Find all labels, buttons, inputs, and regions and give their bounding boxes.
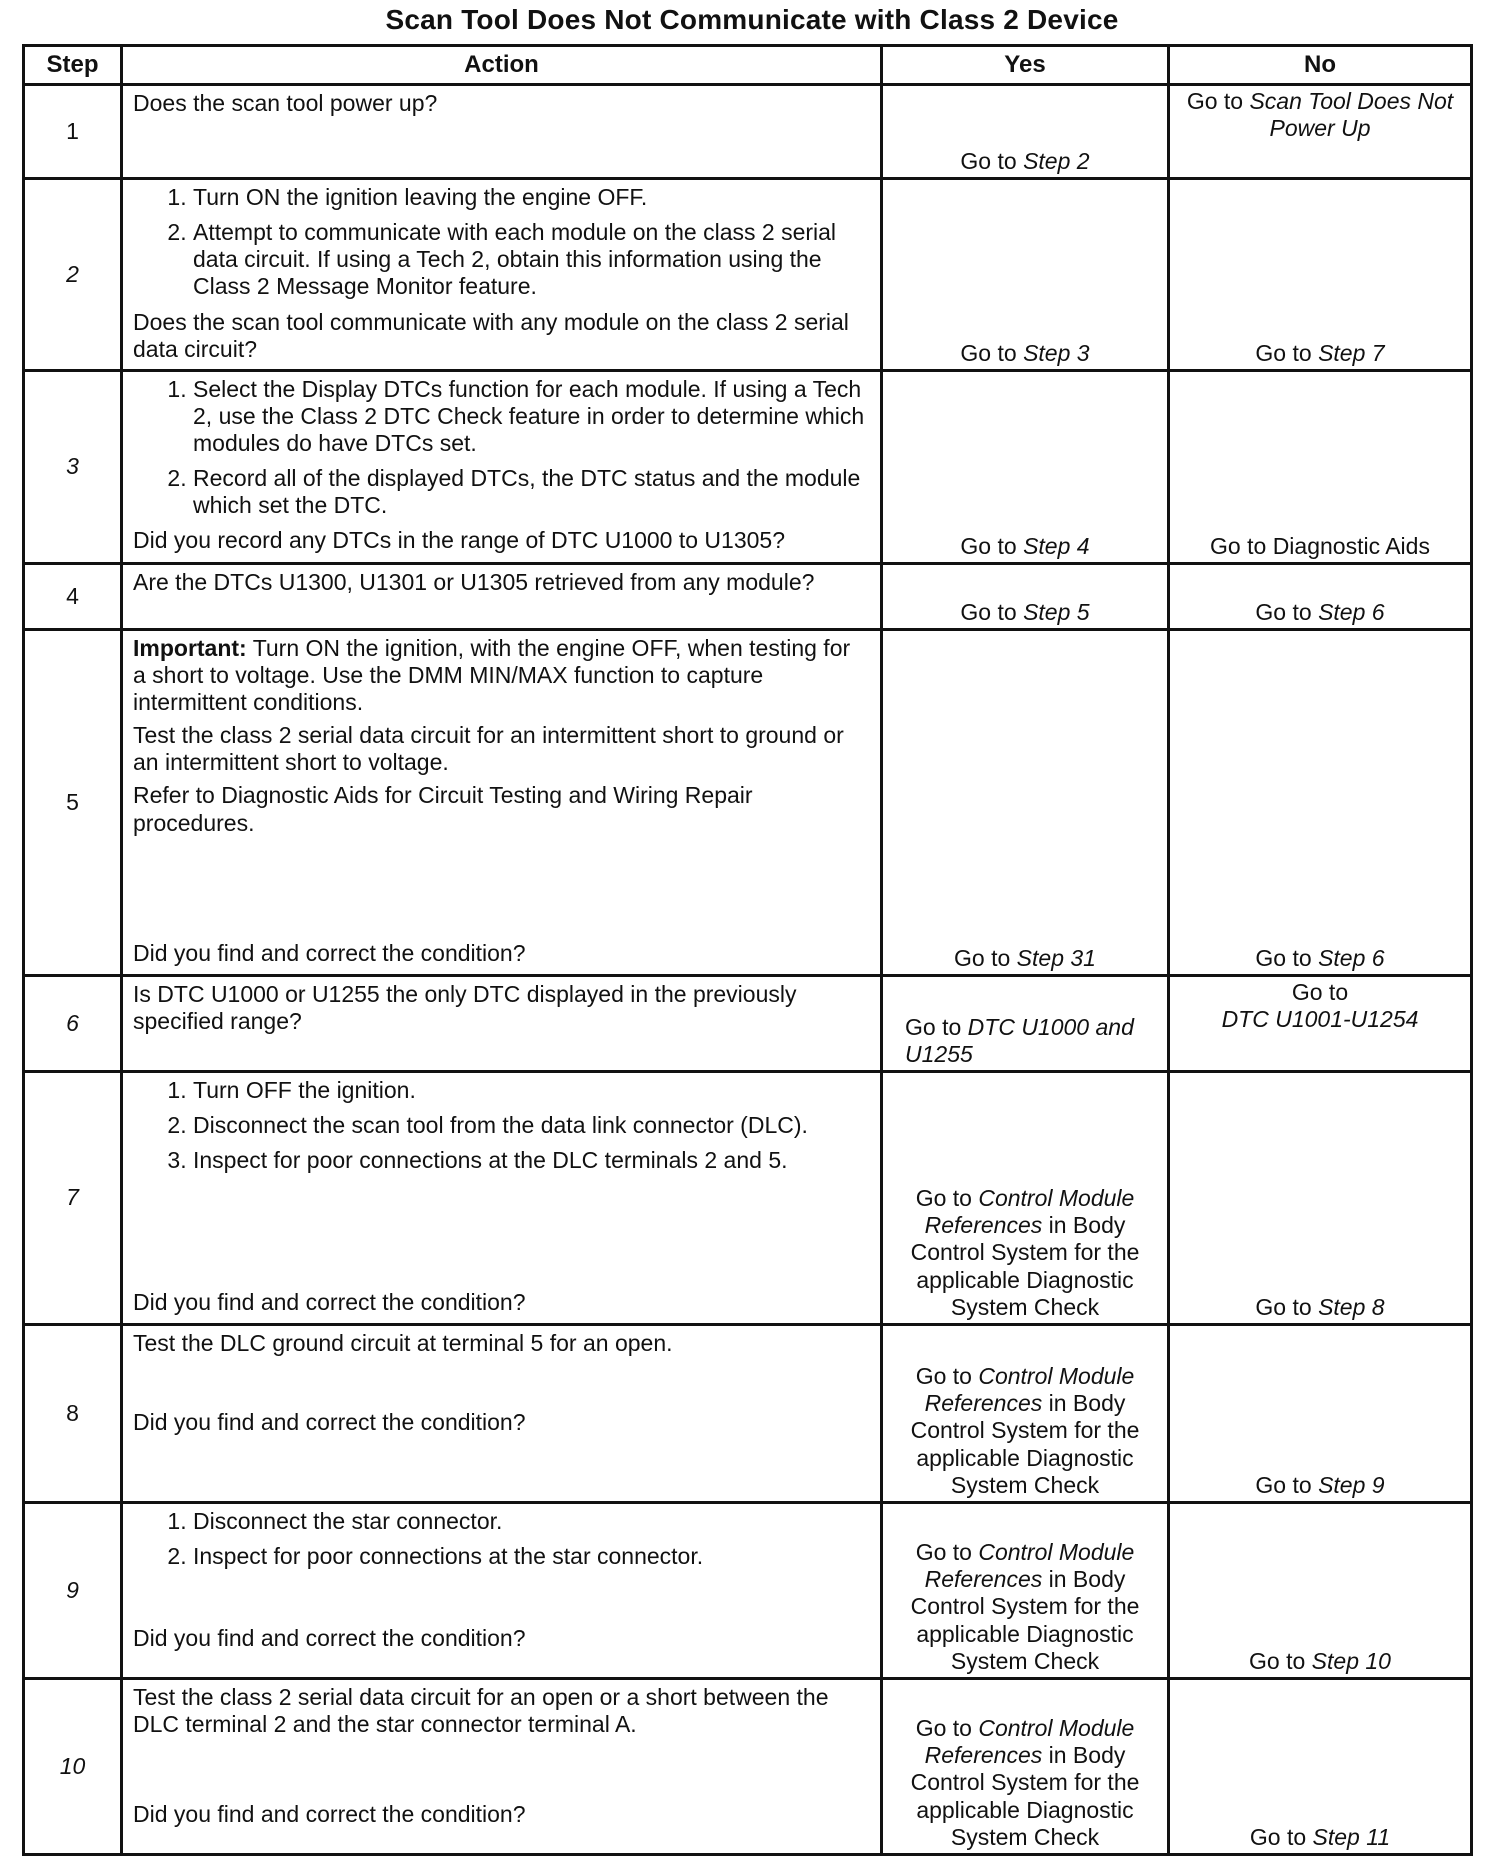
diagnostic-table — [22, 44, 1473, 1856]
table-row — [24, 1324, 1472, 1502]
no-prefix: Go to — [1255, 1471, 1319, 1498]
action-cell — [122, 563, 882, 629]
no-link[interactable]: Step 8 — [1318, 1293, 1385, 1320]
yes-cell — [882, 629, 1169, 975]
action-question: Does the scan tool power up? — [133, 90, 438, 116]
no-link[interactable]: Step 9 — [1318, 1471, 1385, 1498]
action-cell — [122, 1071, 882, 1324]
action-cell — [122, 85, 882, 179]
table-row — [24, 563, 1472, 629]
no-link[interactable]: Step 6 — [1318, 598, 1385, 625]
yes-link[interactable]: Control Module References — [924, 1185, 1135, 1239]
table-row — [24, 179, 1472, 371]
yes-cell — [882, 179, 1169, 371]
action-item: 2. Record all of the displayed DTCs, the DTC status and the module which set the DTC. — [193, 465, 866, 519]
action-cell — [122, 1324, 882, 1502]
yes-prefix: Go to — [960, 147, 1024, 174]
no-cell — [1169, 1324, 1472, 1502]
yes-cell — [882, 1678, 1169, 1854]
yes-link[interactable]: Step 2 — [1023, 147, 1090, 174]
yes-prefix: Go to — [960, 598, 1024, 625]
action-question: Did you find and correct the condition? — [133, 1408, 526, 1435]
step-number: 10 — [24, 1678, 122, 1854]
no-link[interactable]: Step 10 — [1311, 1647, 1391, 1674]
yes-link[interactable]: Step 31 — [1016, 944, 1096, 971]
no-cell — [1169, 1502, 1472, 1678]
header-action: Action — [122, 46, 882, 85]
yes-prefix: Go to — [915, 1539, 979, 1566]
action-paragraph: Refer to Diagnostic Aids for Circuit Testing and Wiring Repair procedures. — [133, 782, 753, 836]
yes-cell — [882, 1502, 1169, 1678]
action-cell — [122, 179, 882, 371]
important-label: Important: — [133, 634, 247, 661]
no-prefix: Go to — [1255, 598, 1319, 625]
action-question: Did you find and correct the condition? — [133, 1624, 526, 1651]
action-item: 1. Turn ON the ignition leaving the engine OFF. — [193, 184, 866, 211]
action-cell — [122, 1502, 882, 1678]
yes-prefix: Go to — [915, 1715, 979, 1742]
yes-cell — [882, 975, 1169, 1071]
step-number: 2 — [24, 179, 122, 371]
step-number: 6 — [24, 975, 122, 1071]
action-question: Did you record any DTCs in the range of DTC U1000 to U1305? — [133, 527, 785, 554]
yes-prefix: Go to — [915, 1363, 979, 1390]
action-line: Test the DLC ground circuit at terminal 5 for an open. — [133, 1329, 673, 1356]
yes-prefix: Go to — [960, 532, 1024, 559]
action-item: 1. Select the Display DTCs function for each module. If using a Tech 2, use the Class 2 DTC Check feature in order to determine which modules do have DTCs set. — [193, 376, 866, 457]
action-item: 1. Turn OFF the ignition. — [193, 1077, 866, 1104]
yes-link[interactable]: Step 5 — [1023, 598, 1090, 625]
table-row — [24, 1071, 1472, 1324]
important-note — [133, 635, 866, 716]
no-link[interactable]: Go to Diagnostic Aids — [1210, 532, 1430, 559]
action-item: 2. Attempt to communicate with each module on the class 2 serial data circuit. If using a Tech 2, obtain this information using the Class 2 Message Monitor feature. — [193, 219, 866, 300]
action-question: Did you find and correct the condition? — [133, 1288, 526, 1315]
yes-prefix: Go to — [954, 944, 1017, 971]
action-question: Did you find and correct the condition? — [133, 1800, 526, 1827]
table-row — [24, 1502, 1472, 1678]
no-prefix: Go to — [1249, 1823, 1313, 1850]
yes-link[interactable]: Control Module References — [924, 1363, 1135, 1417]
yes-prefix: Go to — [960, 339, 1024, 366]
action-cell — [122, 629, 882, 975]
no-cell — [1169, 1071, 1472, 1324]
action-question: Are the DTCs U1300, U1301 or U1305 retrieved from any module? — [133, 568, 815, 595]
no-cell — [1169, 975, 1472, 1071]
no-prefix: Go to — [1249, 1647, 1312, 1674]
no-prefix: Go to — [1186, 88, 1250, 114]
action-cell — [122, 1678, 882, 1854]
yes-link[interactable]: Control Module References — [924, 1715, 1135, 1769]
yes-cell — [882, 1071, 1169, 1324]
no-cell — [1169, 370, 1472, 563]
action-item: 2. Inspect for poor connections at the star connector. — [193, 1543, 866, 1570]
table-row — [24, 370, 1472, 563]
action-item: 2. Disconnect the scan tool from the data link connector (DLC). — [193, 1112, 866, 1139]
action-paragraph: Test the class 2 serial data circuit for an intermittent short to ground or an intermittent short to voltage. — [133, 722, 844, 776]
no-prefix: Go to — [1291, 978, 1349, 1005]
no-cell — [1169, 629, 1472, 975]
no-cell — [1169, 563, 1472, 629]
yes-link[interactable]: Step 4 — [1023, 532, 1090, 559]
no-link[interactable]: Step 11 — [1312, 1823, 1391, 1850]
yes-link[interactable]: Step 3 — [1023, 339, 1090, 366]
yes-prefix: Go to — [915, 1185, 979, 1212]
table-row — [24, 85, 1472, 179]
yes-suffix: in Body Control System for the applicable Diagnostic System Check — [910, 1212, 1140, 1320]
step-number: 1 — [24, 85, 122, 179]
important-text: Turn ON the ignition, with the engine OFF, when testing for a short to voltage. Use the DMM MIN/MAX function to capture intermittent conditions. — [133, 634, 851, 715]
yes-cell — [882, 85, 1169, 179]
step-number: 7 — [24, 1071, 122, 1324]
step-number: 5 — [24, 629, 122, 975]
table-row — [24, 629, 1472, 975]
yes-link[interactable]: Control Module References — [924, 1539, 1135, 1593]
header-step: Step — [24, 46, 122, 85]
yes-suffix: in Body Control System for the applicable Diagnostic System Check — [910, 1390, 1140, 1498]
action-cell — [122, 975, 882, 1071]
table-row — [24, 975, 1472, 1071]
no-link[interactable]: Step 7 — [1318, 339, 1385, 366]
action-cell — [122, 370, 882, 563]
step-number: 4 — [24, 563, 122, 629]
step-number: 9 — [24, 1502, 122, 1678]
yes-cell — [882, 370, 1169, 563]
no-prefix: Go to — [1255, 1293, 1319, 1320]
header-yes: Yes — [882, 46, 1169, 85]
header-no: No — [1169, 46, 1472, 85]
yes-prefix: Go to — [905, 1013, 968, 1040]
action-question: Does the scan tool communicate with any module on the class 2 serial data circuit? — [133, 308, 849, 362]
no-prefix: Go to — [1255, 944, 1319, 971]
no-prefix: Go to — [1255, 339, 1319, 366]
no-cell — [1169, 85, 1472, 179]
no-cell — [1169, 1678, 1472, 1854]
no-cell — [1169, 179, 1472, 371]
step-number: 8 — [24, 1324, 122, 1502]
yes-cell — [882, 563, 1169, 629]
page-title: Scan Tool Does Not Communicate with Class 2 Device — [385, 4, 1119, 35]
yes-suffix: in Body Control System for the applicable Diagnostic System Check — [910, 1742, 1140, 1850]
yes-suffix: in Body Control System for the applicable Diagnostic System Check — [910, 1566, 1140, 1674]
action-line: Test the class 2 serial data circuit for an open or a short between the DLC terminal 2 and the star connector terminal A. — [133, 1683, 829, 1737]
table-row — [24, 1678, 1472, 1854]
no-link[interactable]: DTC U1001-U1254 — [1221, 1005, 1419, 1032]
action-item: 3. Inspect for poor connections at the DLC terminals 2 and 5. — [193, 1147, 866, 1174]
action-question: Is DTC U1000 or U1255 the only DTC displayed in the previously specified range? — [133, 980, 797, 1034]
no-link[interactable]: Step 6 — [1318, 944, 1385, 971]
table-header-row — [24, 46, 1472, 85]
action-question: Did you find and correct the condition? — [133, 939, 526, 966]
yes-cell — [882, 1324, 1169, 1502]
no-link[interactable]: Scan Tool Does Not Power Up — [1249, 88, 1454, 142]
action-item: 1. Disconnect the star connector. — [193, 1508, 866, 1535]
yes-link[interactable]: DTC U1000 and U1255 — [905, 1013, 1134, 1067]
step-number: 3 — [24, 370, 122, 563]
